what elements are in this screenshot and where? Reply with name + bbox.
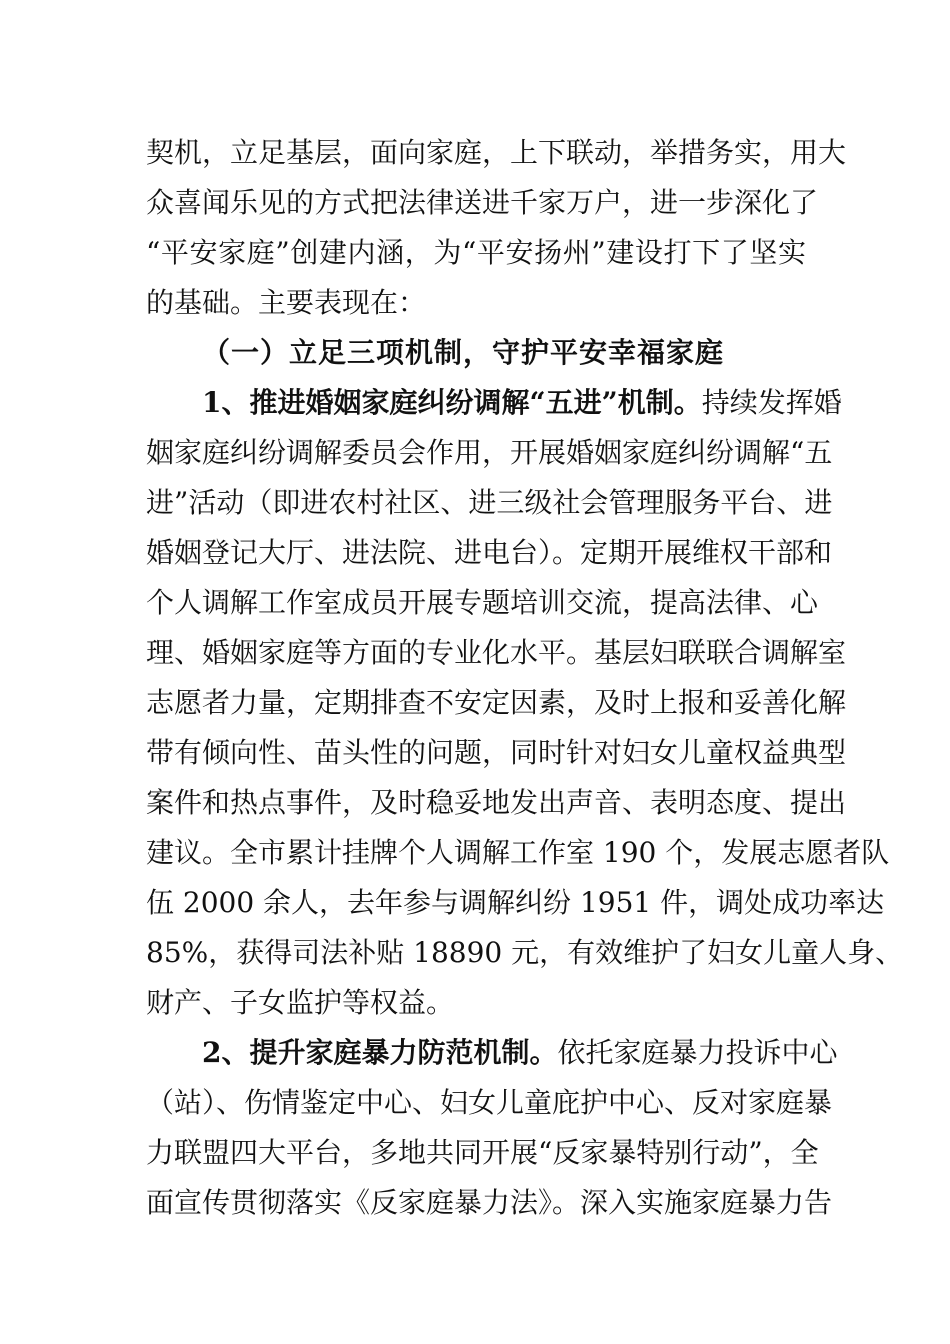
paragraph-line: 伍 2000 余人，去年参与调解纠纷 1951 件，调处成功率达 <box>146 886 885 919</box>
paragraph-line: （站）、伤情鉴定中心、妇女儿童庇护中心、反对家庭暴 <box>146 1086 833 1119</box>
paragraph-line: 建议。全市累计挂牌个人调解工作室 190 个，发展志愿者队 <box>146 836 890 869</box>
paragraph-line: 契机，立足基层，面向家庭，上下联动，举措务实，用大 <box>146 136 847 169</box>
paragraph-line: 婚姻登记大厅、进法院、进电台）。定期开展维权干部和 <box>146 536 833 569</box>
item-1-first-line-text: 持续发挥婚 <box>701 386 842 419</box>
paragraph-line: 个人调解工作室成员开展专题培训交流，提高法律、心 <box>146 586 819 619</box>
item-2-first-line-text: 依托家庭暴力投诉中心 <box>557 1036 838 1069</box>
item-2-first-line <box>202 1028 838 1078</box>
paragraph-line: 案件和热点事件，及时稳妥地发出声音、表明态度、提出 <box>146 786 847 819</box>
paragraph-line: 财产、子女监护等权益。 <box>146 986 455 1019</box>
paragraph-line: 姻家庭纠纷调解委员会作用，开展婚姻家庭纠纷调解“五 <box>146 436 833 469</box>
paragraph-line: 85%，获得司法补贴 18890 元，有效维护了妇女儿童人身、 <box>146 936 904 969</box>
paragraph-line: 众喜闻乐见的方式把法律送进千家万户，进一步深化了 <box>146 186 819 219</box>
paragraph-line: 理、婚姻家庭等方面的专业化水平。基层妇联联合调解室 <box>146 636 847 669</box>
paragraph-line: “平安家庭”创建内涵，为“平安扬州”建设打下了坚实 <box>146 236 806 269</box>
item-2-title: 2、提升家庭暴力防范机制。 <box>202 1036 558 1069</box>
section-heading: （一）立足三项机制，守护平安幸福家庭 <box>202 336 725 369</box>
paragraph-line: 带有倾向性、苗头性的问题，同时针对妇女儿童权益典型 <box>146 736 847 769</box>
item-1-first-line <box>202 378 842 428</box>
paragraph-line: 进”活动（即进农村社区、进三级社会管理服务平台、进 <box>146 486 833 519</box>
paragraph-line: 面宣传贯彻落实《反家庭暴力法》。深入实施家庭暴力告 <box>146 1186 833 1219</box>
paragraph-line: 的基础。主要表现在： <box>146 286 427 319</box>
paragraph-line: 志愿者力量，定期排查不安定因素，及时上报和妥善化解 <box>146 686 847 719</box>
item-1-title: 1、推进婚姻家庭纠纷调解“五进”机制。 <box>202 386 702 419</box>
paragraph-line: 力联盟四大平台，多地共同开展“反家暴特别行动”，全 <box>146 1136 819 1169</box>
